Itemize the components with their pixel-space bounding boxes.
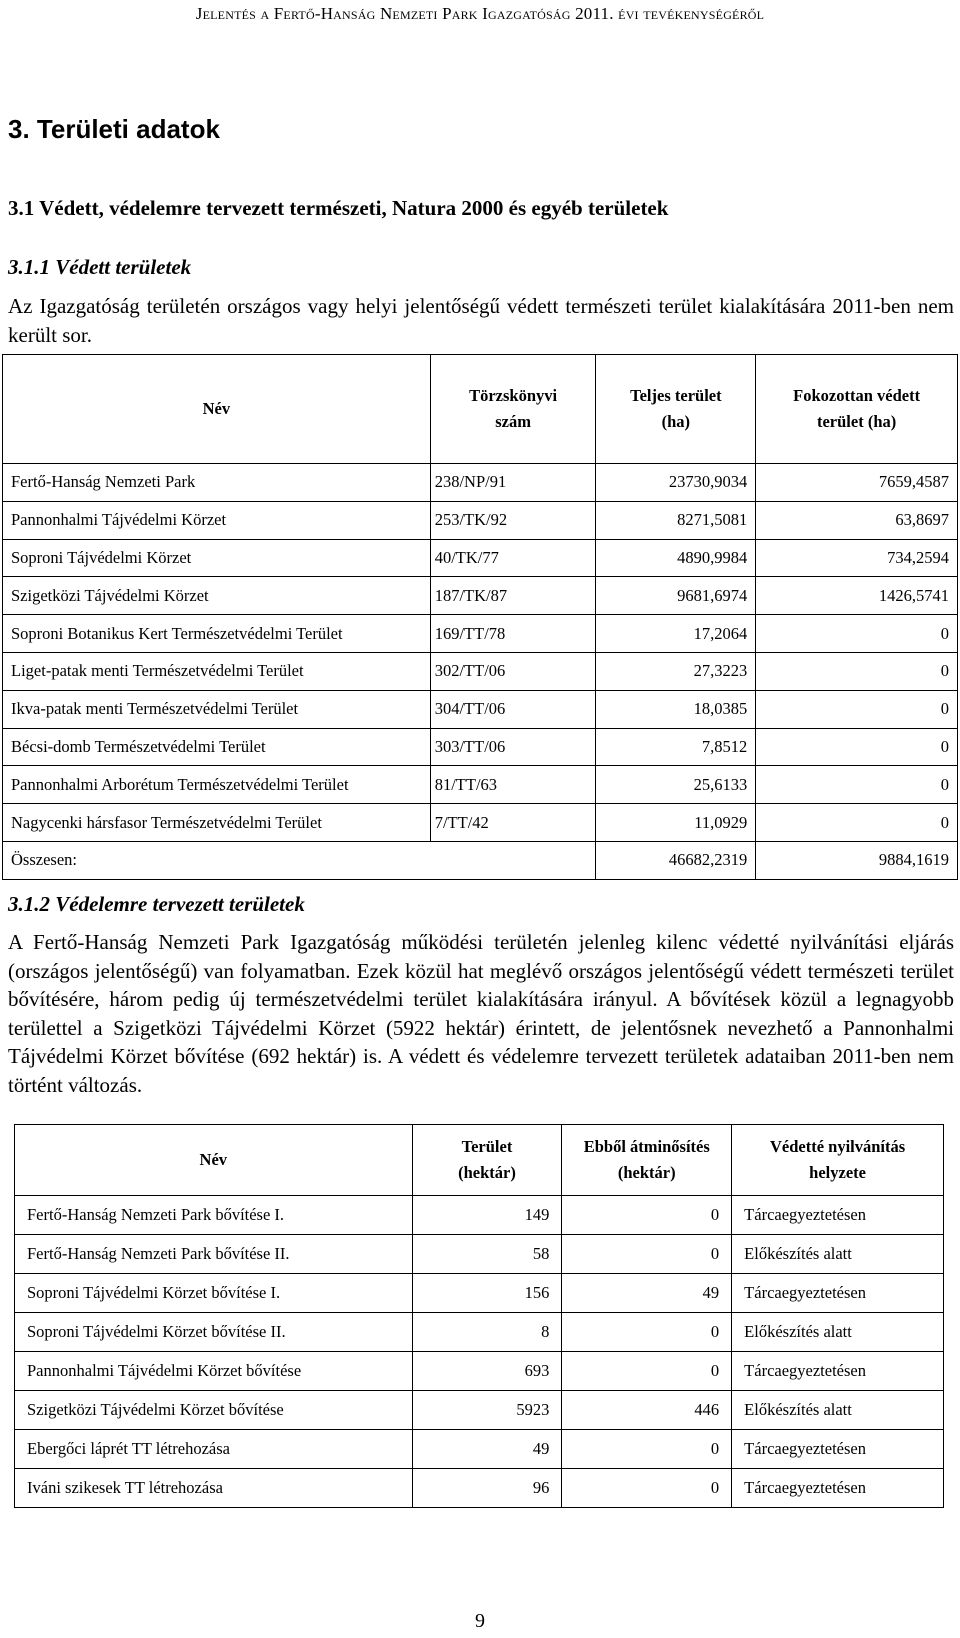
protected-areas-table <box>2 354 958 880</box>
subsection-heading: 3.1 Védett, védelemre tervezett természeti, Natura 2000 és egyéb területek <box>8 196 669 220</box>
cell-strict-area: 63,8697 <box>756 501 958 539</box>
cell-strict-area: 0 <box>756 690 958 728</box>
cell-total-area: 9681,6974 <box>596 577 756 615</box>
running-header: Jelentés a Fertő-Hanság Nemzeti Park Igazgatóság 2011. évi tevékenységéről <box>195 4 765 23</box>
cell-area: 149 <box>412 1196 562 1235</box>
protected-areas-heading: 3.1.1 Védett területek <box>8 255 192 279</box>
table-row <box>3 652 958 690</box>
table-row <box>3 577 958 615</box>
column-header-reclassified: Ebből átminősítés (hektár) <box>562 1125 732 1196</box>
table-row <box>15 1313 944 1352</box>
column-header-status: Védetté nyilvánítás helyzete <box>732 1125 944 1196</box>
table-row <box>3 728 958 766</box>
table-row <box>3 766 958 804</box>
cell-total-area: 25,6133 <box>596 766 756 804</box>
table-row <box>3 501 958 539</box>
table-row <box>3 464 958 502</box>
table-row <box>3 804 958 842</box>
cell-total-area: 11,0929 <box>596 804 756 842</box>
cell-registry-number: 303/TT/06 <box>430 728 596 766</box>
total-strict-area: 9884,1619 <box>756 841 958 879</box>
cell-name: Liget-patak menti Természetvédelmi Terület <box>3 652 431 690</box>
cell-registry-number: 238/NP/91 <box>430 464 596 502</box>
page-number: 9 <box>475 1610 485 1632</box>
table-row <box>15 1391 944 1430</box>
cell-total-area: 8271,5081 <box>596 501 756 539</box>
table-row <box>15 1430 944 1469</box>
cell-status: Előkészítés alatt <box>732 1313 944 1352</box>
cell-total-area: 4890,9984 <box>596 539 756 577</box>
cell-name: Soproni Tájvédelmi Körzet bővítése I. <box>15 1274 413 1313</box>
cell-total-area: 27,3223 <box>596 652 756 690</box>
table-row <box>15 1196 944 1235</box>
cell-registry-number: 253/TK/92 <box>430 501 596 539</box>
cell-name: Soproni Tájvédelmi Körzet <box>3 539 431 577</box>
cell-strict-area: 1426,5741 <box>756 577 958 615</box>
cell-name: Fertő-Hanság Nemzeti Park bővítése II. <box>15 1235 413 1274</box>
cell-reclassified: 0 <box>562 1352 732 1391</box>
cell-strict-area: 734,2594 <box>756 539 958 577</box>
cell-reclassified: 0 <box>562 1469 732 1508</box>
cell-area: 96 <box>412 1469 562 1508</box>
cell-status: Előkészítés alatt <box>732 1391 944 1430</box>
cell-area: 8 <box>412 1313 562 1352</box>
table-row <box>3 690 958 728</box>
planned-areas-paragraph: A Fertő-Hanság Nemzeti Park Igazgatóság működési területén jelenleg kilenc védetté nyilvánítási eljárás (országos jelentőségű) van folyamatban. Ezek közül hat meglévő országos jelentőségű védett természeti terület bővítésére, három pedig új természetvédelmi terület kialakítására irányul. A bővítések közül a legnagyobb területtel a Szigetközi Tájvédelmi Körzet (5922 hektár) érintett, de jelentősnek nevezhető a Pannonhalmi Tájvédelmi Körzet bővítése (692 hektár) is. A védett és védelemre tervezett területek adataiban 2011-ben nem történt változás. <box>8 930 954 1097</box>
cell-total-area: 17,2064 <box>596 615 756 653</box>
cell-name: Fertő-Hanság Nemzeti Park <box>3 464 431 502</box>
cell-area: 5923 <box>412 1391 562 1430</box>
cell-total-area: 7,8512 <box>596 728 756 766</box>
table-row <box>3 539 958 577</box>
cell-name: Bécsi-domb Természetvédelmi Terület <box>3 728 431 766</box>
total-area: 46682,2319 <box>596 841 756 879</box>
table-row <box>15 1274 944 1313</box>
cell-name: Szigetközi Tájvédelmi Körzet bővítése <box>15 1391 413 1430</box>
column-header-total-area: Teljes terület (ha) <box>596 355 756 464</box>
cell-reclassified: 49 <box>562 1274 732 1313</box>
table-row <box>15 1469 944 1508</box>
table-header-row <box>15 1125 944 1196</box>
column-header-registry: Törzskönyvi szám <box>430 355 596 464</box>
cell-reclassified: 446 <box>562 1391 732 1430</box>
cell-name: Szigetközi Tájvédelmi Körzet <box>3 577 431 615</box>
cell-reclassified: 0 <box>562 1196 732 1235</box>
column-header-area: Terület (hektár) <box>412 1125 562 1196</box>
cell-reclassified: 0 <box>562 1235 732 1274</box>
cell-registry-number: 7/TT/42 <box>430 804 596 842</box>
cell-strict-area: 0 <box>756 804 958 842</box>
cell-area: 693 <box>412 1352 562 1391</box>
cell-registry-number: 169/TT/78 <box>430 615 596 653</box>
cell-registry-number: 40/TK/77 <box>430 539 596 577</box>
cell-name: Pannonhalmi Tájvédelmi Körzet <box>3 501 431 539</box>
cell-registry-number: 302/TT/06 <box>430 652 596 690</box>
cell-name: Ebergőci láprét TT létrehozása <box>15 1430 413 1469</box>
planned-areas-heading: 3.1.2 Védelemre tervezett területek <box>8 892 305 916</box>
cell-registry-number: 81/TT/63 <box>430 766 596 804</box>
total-label: Összesen: <box>3 841 596 879</box>
cell-status: Előkészítés alatt <box>732 1235 944 1274</box>
cell-strict-area: 0 <box>756 615 958 653</box>
cell-name: Nagycenki hársfasor Természetvédelmi Terület <box>3 804 431 842</box>
cell-status: Tárcaegyeztetésen <box>732 1469 944 1508</box>
cell-strict-area: 0 <box>756 728 958 766</box>
table-row <box>15 1235 944 1274</box>
cell-strict-area: 7659,4587 <box>756 464 958 502</box>
cell-total-area: 23730,9034 <box>596 464 756 502</box>
cell-status: Tárcaegyeztetésen <box>732 1196 944 1235</box>
section-heading: 3. Területi adatok <box>8 114 220 144</box>
column-header-strict-area: Fokozottan védett terület (ha) <box>756 355 958 464</box>
column-header-name: Név <box>3 355 431 464</box>
column-header-name: Név <box>15 1125 413 1196</box>
cell-status: Tárcaegyeztetésen <box>732 1274 944 1313</box>
table-total-row <box>3 841 958 879</box>
cell-reclassified: 0 <box>562 1313 732 1352</box>
cell-name: Pannonhalmi Arborétum Természetvédelmi Terület <box>3 766 431 804</box>
cell-name: Soproni Botanikus Kert Természetvédelmi Terület <box>3 615 431 653</box>
table-row <box>3 615 958 653</box>
cell-name: Iváni szikesek TT létrehozása <box>15 1469 413 1508</box>
cell-registry-number: 187/TK/87 <box>430 577 596 615</box>
cell-status: Tárcaegyeztetésen <box>732 1430 944 1469</box>
cell-reclassified: 0 <box>562 1430 732 1469</box>
table-header-row <box>3 355 958 464</box>
cell-area: 156 <box>412 1274 562 1313</box>
cell-area: 49 <box>412 1430 562 1469</box>
cell-status: Tárcaegyeztetésen <box>732 1352 944 1391</box>
protected-areas-paragraph: Az Igazgatóság területén országos vagy helyi jelentőségű védett természeti terület kialakítására 2011-ben nem került sor. <box>8 294 954 347</box>
planned-areas-table <box>14 1124 944 1508</box>
table-row <box>15 1352 944 1391</box>
cell-strict-area: 0 <box>756 652 958 690</box>
cell-registry-number: 304/TT/06 <box>430 690 596 728</box>
cell-area: 58 <box>412 1235 562 1274</box>
cell-name: Fertő-Hanság Nemzeti Park bővítése I. <box>15 1196 413 1235</box>
cell-total-area: 18,0385 <box>596 690 756 728</box>
cell-strict-area: 0 <box>756 766 958 804</box>
cell-name: Pannonhalmi Tájvédelmi Körzet bővítése <box>15 1352 413 1391</box>
cell-name: Soproni Tájvédelmi Körzet bővítése II. <box>15 1313 413 1352</box>
cell-name: Ikva-patak menti Természetvédelmi Terület <box>3 690 431 728</box>
